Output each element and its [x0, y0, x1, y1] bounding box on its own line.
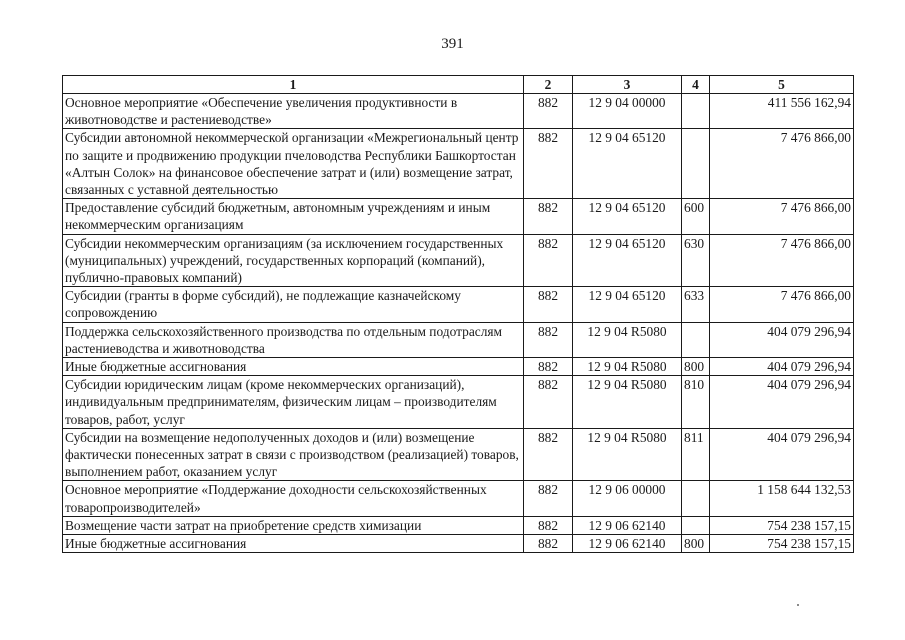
row-amount: 754 238 157,15 — [710, 535, 854, 553]
row-article: 12 9 06 62140 — [573, 516, 682, 534]
column-header-2: 2 — [524, 76, 573, 94]
row-type: 810 — [682, 376, 710, 429]
row-article: 12 9 04 65120 — [573, 199, 682, 234]
row-amount: 7 476 866,00 — [710, 129, 854, 199]
row-amount: 404 079 296,94 — [710, 428, 854, 481]
row-code: 882 — [524, 358, 573, 376]
row-amount: 404 079 296,94 — [710, 322, 854, 357]
row-article: 12 9 04 R5080 — [573, 376, 682, 429]
row-amount: 404 079 296,94 — [710, 358, 854, 376]
row-type — [682, 516, 710, 534]
row-article: 12 9 04 00000 — [573, 94, 682, 129]
table-row — [63, 129, 854, 199]
row-article: 12 9 04 R5080 — [573, 428, 682, 481]
column-header-3: 3 — [573, 76, 682, 94]
column-header-4: 4 — [682, 76, 710, 94]
row-code: 882 — [524, 535, 573, 553]
row-type: 630 — [682, 234, 710, 287]
table-row — [63, 535, 854, 553]
row-code: 882 — [524, 94, 573, 129]
row-type: 633 — [682, 287, 710, 322]
table-row — [63, 322, 854, 357]
table-row — [63, 516, 854, 534]
row-type — [682, 481, 710, 516]
row-amount: 7 476 866,00 — [710, 199, 854, 234]
budget-table — [62, 75, 854, 553]
row-amount: 411 556 162,94 — [710, 94, 854, 129]
row-code: 882 — [524, 322, 573, 357]
table-row — [63, 287, 854, 322]
row-code: 882 — [524, 376, 573, 429]
row-name: Основное мероприятие «Обеспечение увеличения продуктивности в животноводстве и растениеводстве» — [63, 94, 524, 129]
row-name: Субсидии некоммерческим организациям (за исключением государственных (муниципальных) учреждений, государственных корпораций (компаний), публично-правовых компаний) — [63, 234, 524, 287]
row-name: Субсидии на возмещение недополученных доходов и (или) возмещение фактически понесенных затрат в связи с производством (реализацией) товаров, выполнением работ, оказанием услуг — [63, 428, 524, 481]
row-code: 882 — [524, 234, 573, 287]
row-article: 12 9 04 65120 — [573, 287, 682, 322]
row-code: 882 — [524, 199, 573, 234]
table-row — [63, 358, 854, 376]
row-name: Субсидии автономной некоммерческой организации «Межрегиональный центр по защите и продвижению продукции пчеловодства Республики Башкортостан «Алтын Солок» на финансовое обеспечение затрат и (или) возмещение затрат, связанных с уставной деятельностью — [63, 129, 524, 199]
row-name: Поддержка сельскохозяйственного производства по отдельным подотраслям растениеводства и животноводства — [63, 322, 524, 357]
row-type: 811 — [682, 428, 710, 481]
row-amount: 404 079 296,94 — [710, 376, 854, 429]
row-type — [682, 94, 710, 129]
row-article: 12 9 04 65120 — [573, 234, 682, 287]
row-name: Субсидии юридическим лицам (кроме некоммерческих организаций), индивидуальным предпринимателям, физическим лицам – производителям товаров, работ, услуг — [63, 376, 524, 429]
row-name: Основное мероприятие «Поддержание доходности сельскохозяйственных товаропроизводителей» — [63, 481, 524, 516]
table-row — [63, 94, 854, 129]
table-row — [63, 234, 854, 287]
row-amount: 7 476 866,00 — [710, 234, 854, 287]
row-code: 882 — [524, 516, 573, 534]
row-article: 12 9 06 00000 — [573, 481, 682, 516]
row-type — [682, 322, 710, 357]
row-name: Субсидии (гранты в форме субсидий), не подлежащие казначейскому сопровождению — [63, 287, 524, 322]
row-name: Возмещение части затрат на приобретение средств химизации — [63, 516, 524, 534]
row-code: 882 — [524, 129, 573, 199]
row-code: 882 — [524, 428, 573, 481]
row-name: Иные бюджетные ассигнования — [63, 535, 524, 553]
row-type: 800 — [682, 358, 710, 376]
column-header-5: 5 — [710, 76, 854, 94]
row-article: 12 9 04 R5080 — [573, 358, 682, 376]
scan-speck — [797, 604, 799, 606]
table-row — [63, 376, 854, 429]
row-article: 12 9 04 R5080 — [573, 322, 682, 357]
row-type: 800 — [682, 535, 710, 553]
row-amount: 7 476 866,00 — [710, 287, 854, 322]
row-code: 882 — [524, 481, 573, 516]
table-row — [63, 428, 854, 481]
table-row — [63, 199, 854, 234]
row-type — [682, 129, 710, 199]
row-amount: 754 238 157,15 — [710, 516, 854, 534]
row-code: 882 — [524, 287, 573, 322]
row-article: 12 9 04 65120 — [573, 129, 682, 199]
row-article: 12 9 06 62140 — [573, 535, 682, 553]
page-number: 391 — [441, 36, 464, 52]
table-header-row — [63, 76, 854, 94]
row-type: 600 — [682, 199, 710, 234]
table-row — [63, 481, 854, 516]
row-name: Предоставление субсидий бюджетным, автономным учреждениям и иным некоммерческим организациям — [63, 199, 524, 234]
row-amount: 1 158 644 132,53 — [710, 481, 854, 516]
column-header-1: 1 — [63, 76, 524, 94]
row-name: Иные бюджетные ассигнования — [63, 358, 524, 376]
